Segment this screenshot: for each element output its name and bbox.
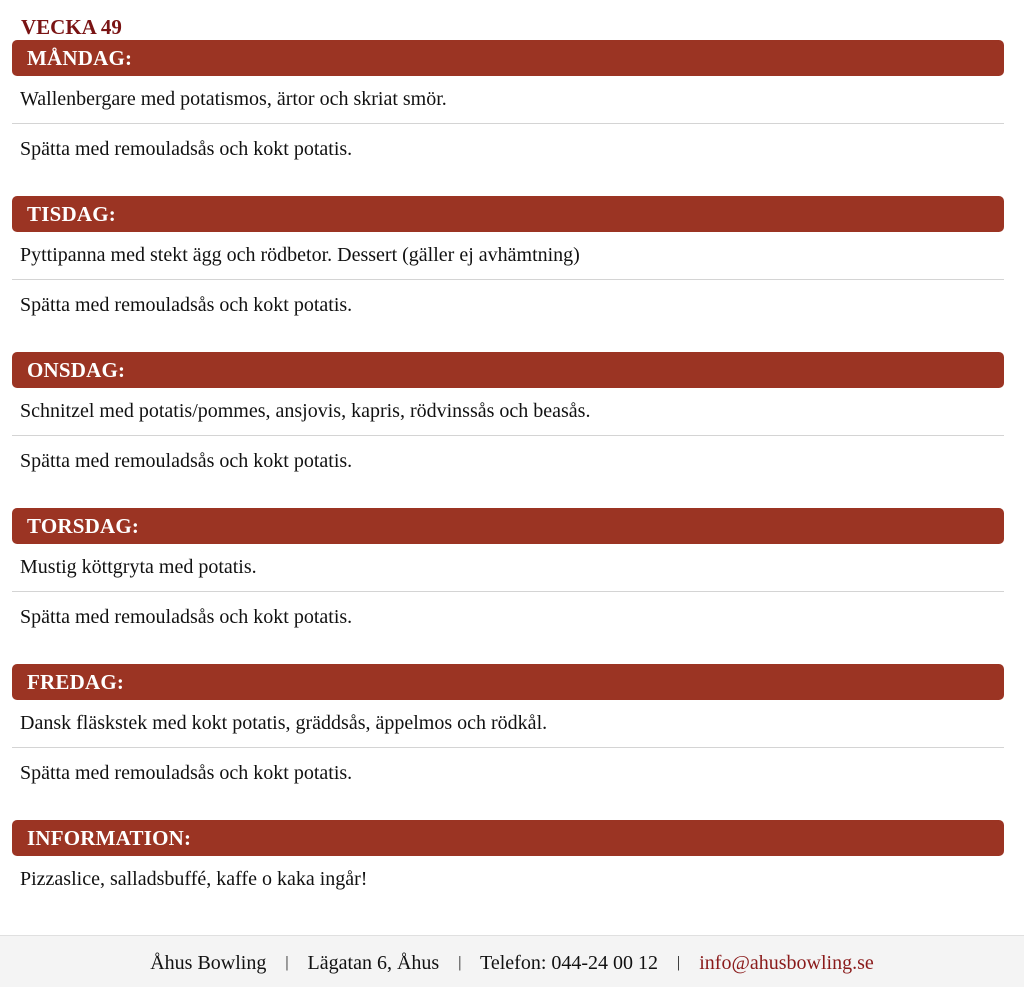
day-header-friday: FREDAG: bbox=[12, 664, 1004, 700]
dish-item: Spätta med remouladsås och kokt potatis. bbox=[20, 450, 353, 472]
day-section-wednesday bbox=[12, 352, 1004, 484]
menu-content bbox=[0, 14, 1024, 903]
day-header-tuesday: TISDAG: bbox=[12, 196, 1004, 232]
dish-item: Spätta med remouladsås och kokt potatis. bbox=[20, 138, 353, 160]
footer-phone: Telefon: 044-24 00 12 bbox=[480, 952, 659, 974]
week-title: VECKA 49 bbox=[21, 15, 122, 39]
dish-item: Spätta med remouladsås och kokt potatis. bbox=[20, 294, 353, 316]
dish-item: Spätta med remouladsås och kokt potatis. bbox=[20, 606, 353, 628]
dish-item: Wallenbergare med potatismos, ärtor och skriat smör. bbox=[12, 76, 1004, 124]
dish-item: Dansk fläskstek med kokt potatis, gräddsås, äppelmos och rödkål. bbox=[12, 700, 1004, 748]
information-header: INFORMATION: bbox=[12, 820, 1004, 856]
footer-separator: | bbox=[458, 954, 462, 971]
day-section-friday bbox=[12, 664, 1004, 796]
footer-business-name: Åhus Bowling bbox=[150, 952, 267, 974]
day-header-wednesday: ONSDAG: bbox=[12, 352, 1004, 388]
site-footer bbox=[0, 935, 1024, 987]
information-text: Pizzaslice, salladsbuffé, kaffe o kaka ingår! bbox=[20, 868, 368, 890]
dish-item: Mustig köttgryta med potatis. bbox=[12, 544, 1004, 592]
day-section-tuesday bbox=[12, 196, 1004, 328]
dish-item: Schnitzel med potatis/pommes, ansjovis, kapris, rödvinssås och beasås. bbox=[12, 388, 1004, 436]
dish-item: Pyttipanna med stekt ägg och rödbetor. Dessert (gäller ej avhämtning) bbox=[12, 232, 1004, 280]
footer-separator: | bbox=[285, 954, 289, 971]
day-section-thursday bbox=[12, 508, 1004, 640]
day-header-monday: MÅNDAG: bbox=[12, 40, 1004, 76]
footer-email-link[interactable]: info@ahusbowling.se bbox=[699, 952, 874, 974]
footer-address: Lägatan 6, Åhus bbox=[307, 952, 440, 974]
day-header-thursday: TORSDAG: bbox=[12, 508, 1004, 544]
footer-separator: | bbox=[677, 954, 681, 971]
day-section-monday bbox=[12, 40, 1004, 172]
dish-item: Spätta med remouladsås och kokt potatis. bbox=[20, 762, 353, 784]
information-section bbox=[12, 820, 1004, 903]
